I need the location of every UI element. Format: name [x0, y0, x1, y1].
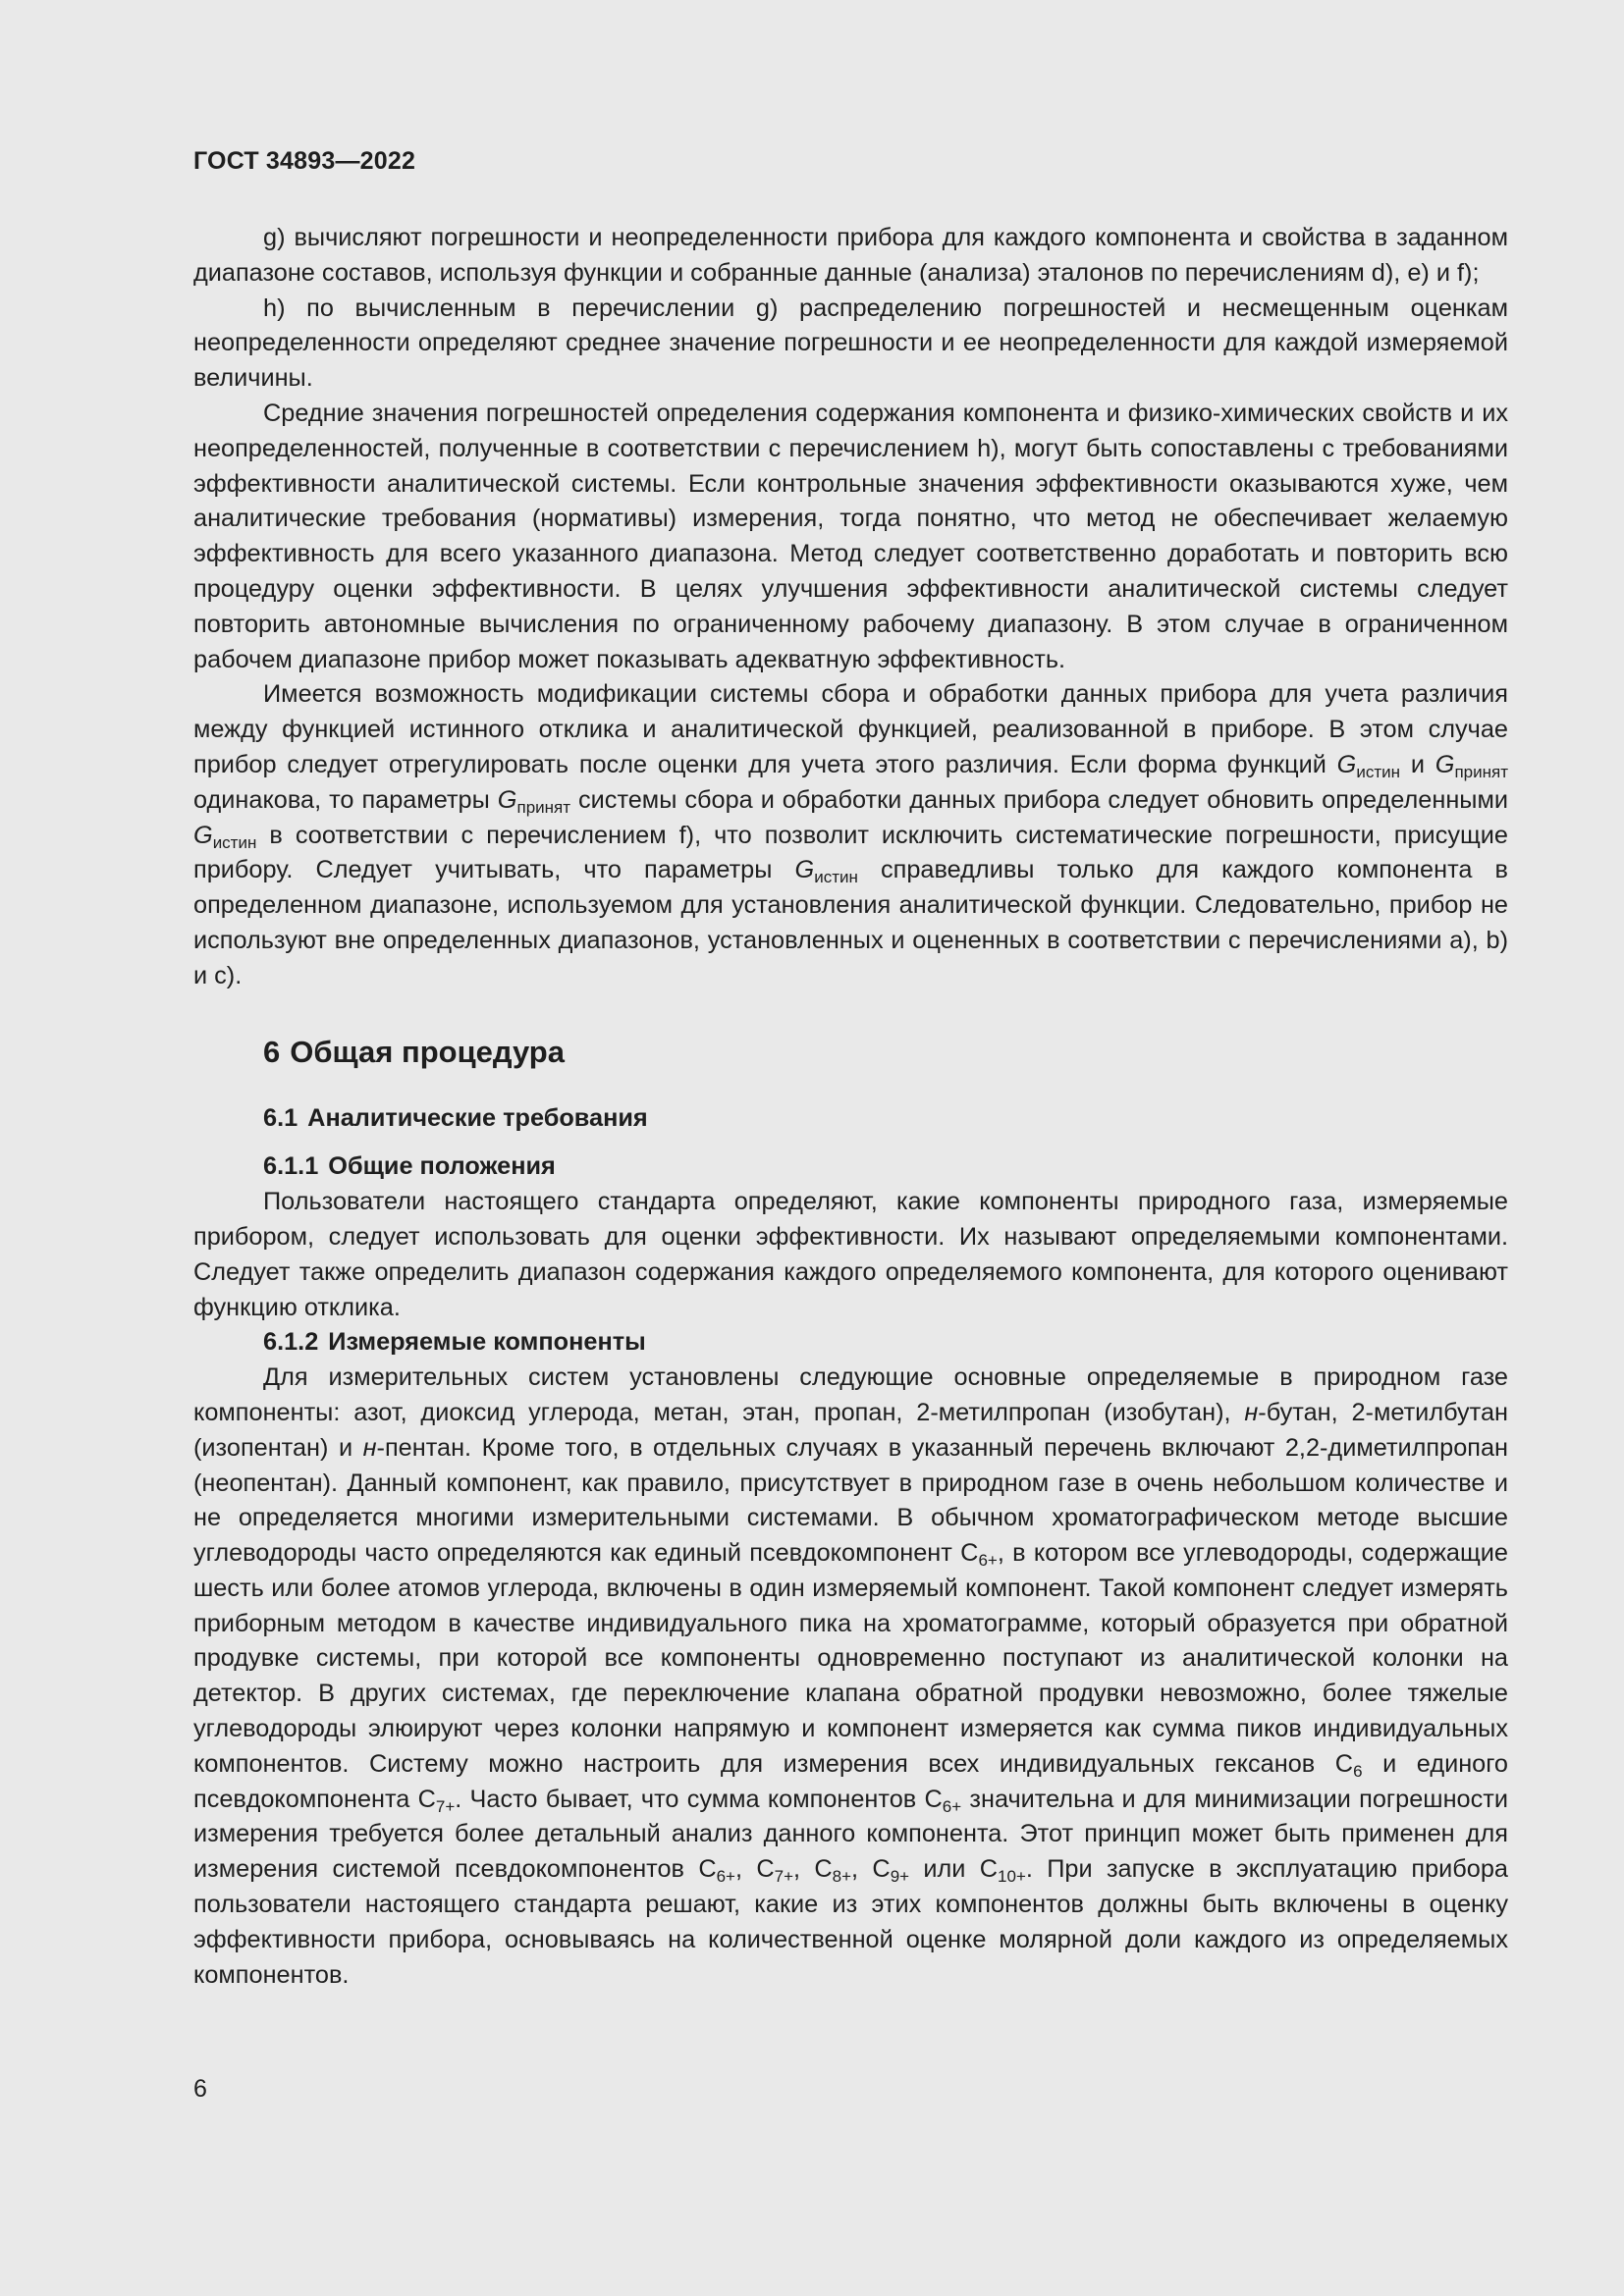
paragraph-text: справедливы только для каждого компонента в определенном диапазоне, используемом для установления аналитической функции. Следовательно, прибор не используют вне определенных диапазонов, установленных и оцененных в соответствии с перечислениями a), b) и c). [193, 856, 1508, 989]
carbon-symbol: C [924, 1785, 943, 1813]
carbon-symbol: C [417, 1785, 436, 1813]
document-header: ГОСТ 34893—2022 [193, 147, 416, 175]
symbol-g: G [1435, 750, 1455, 778]
paragraph-text: h) по вычисленным в перечислении g) распределению погрешностей и несмещенным оценкам неопределенности определяют среднее значение погрешности и ее неопределенности для каждой измеряемой величины. [193, 294, 1508, 393]
carbon-symbol: C [698, 1855, 717, 1884]
italic-n: н [1244, 1398, 1259, 1426]
page-number: 6 [193, 2075, 207, 2103]
carbon-symbol: C [979, 1855, 999, 1884]
paragraph-modification [193, 677, 1508, 993]
symbol-g: G [497, 785, 517, 814]
paragraph-text: -бутан, 2-метилбутан (изопентан) и [193, 1398, 1508, 1462]
carbon-symbol: C [872, 1855, 891, 1884]
paragraph-text: значительна и для минимизации погрешности измерения требуется более детальный анализ данного компонента. Этот принцип может быть применен для измерения системой псевдокомпонентов [193, 1785, 1508, 1884]
separator: , [851, 1855, 873, 1884]
paragraph-h [193, 292, 1508, 397]
section-6-1-1-heading [263, 1149, 1508, 1185]
section-title: Общие положения [328, 1152, 556, 1181]
separator: , [734, 1855, 757, 1884]
separator: или [909, 1855, 980, 1884]
paragraph-text: , в котором все углеводороды, содержащие шесть или более атомов углерода, включены в один измеряемый компонент. Такой компонент следует измерять приборным методом в качестве индивидуального пика на хроматограмме, который образуется при обратной продувке системы, при которой все компоненты одновременно поступают из аналитической колонки на детектор. В других системах, где переключение клапана обратной продувки невозможно, более тяжелые углеводороды элюируют через колонки напрямую и компонент измеряется как сумма пиков индивидуальных компонентов. Систему можно настроить для измерения всех индивидуальных гексанов [193, 1539, 1508, 1778]
paragraph-text: Средние значения погрешностей определения содержания компонента и физико-химических свойств и их неопределенностей, полученные в соответствии с перечислением h), могут быть сопоставлены с требованиями эффективности аналитической системы. Если контрольные значения эффективности оказываются хуже, чем аналитические требования (нормативы) измерения, тогда понятно, что метод не обеспечивает желаемую эффективность для всего указанного диапазона. Метод следует соответственно доработать и повторить всю процедуру оценки эффективности. В целях улучшения эффективности аналитической системы следует повторить автономные вычисления по ограниченному рабочему диапазону. В этом случае в ограниченном рабочем диапазоне прибор может показывать адекватную эффективность. [193, 399, 1508, 673]
paragraph-text: g) вычисляют погрешности и неопределенности прибора для каждого компонента и свойства в заданном диапазоне составов, используя функции и собранные данные (анализа) эталонов по перечислениям d), e) и f); [193, 224, 1508, 287]
paragraph-text: и единого псевдокомпонента [193, 1749, 1508, 1813]
subscript-accepted: принят [516, 797, 571, 817]
subscript: 7+ [774, 1867, 794, 1887]
section-6-1-heading [263, 1101, 1508, 1137]
section-title: Общая процедура [290, 1034, 565, 1069]
document-body [193, 221, 1508, 1993]
paragraph-mean-values [193, 397, 1508, 677]
symbol-g: G [193, 821, 213, 849]
subscript: 6+ [942, 1796, 962, 1816]
carbon-symbol: C [814, 1855, 833, 1884]
section-6-1-2-heading [263, 1325, 1508, 1361]
paragraph-text: . Часто бывает, что сумма компонентов [455, 1785, 925, 1813]
subscript: 6+ [978, 1551, 998, 1571]
subscript: 6+ [716, 1867, 735, 1887]
subscript-true: истин [814, 868, 858, 887]
paragraph-g [193, 221, 1508, 292]
subscript-accepted: принят [1454, 762, 1509, 781]
paragraph-text: . При запуске в эксплуатацию прибора пользователи настоящего стандарта решают, какие из этих компонентов должны быть включены в оценку эффективности прибора, основываясь на количественной оценке молярной доли каждого из определяемых компонентов. [193, 1855, 1508, 1989]
section-6-1-2-text [193, 1361, 1508, 1993]
subscript: 7+ [435, 1796, 456, 1816]
paragraph-text: Для измерительных систем установлены следующие основные определяемые в природном газе компоненты: азот, диоксид углерода, метан, этан, пропан, 2-метилпропан (изобутан), [193, 1363, 1508, 1426]
paragraph-text: Имеется возможность модификации системы сбора и обработки данных прибора для учета различия между функцией истинного отклика и аналитической функцией, реализованной в приборе. В этом случае прибор следует отрегулировать после оценки для учета этого различия. Если форма функций [193, 680, 1508, 778]
separator: , [793, 1855, 815, 1884]
subscript-true: истин [212, 832, 257, 852]
section-title: Измеряемые компоненты [328, 1328, 646, 1357]
section-number: 6.1.2 [263, 1328, 319, 1357]
symbol-g: G [1336, 750, 1357, 778]
subscript: 8+ [832, 1867, 852, 1887]
carbon-symbol: C [756, 1855, 775, 1884]
italic-n: н [362, 1433, 377, 1462]
subscript: 10+ [998, 1867, 1026, 1887]
paragraph-text: Пользователи настоящего стандарта определяют, какие компоненты природного газа, измеряемые прибором, следует использовать для оценки эффективности. Их называют определяемыми компонентами. Следует также определить диапазон содержания каждого определяемого компонента, для которого оценивают функцию отклика. [193, 1188, 1508, 1321]
section-number: 6.1 [263, 1103, 298, 1132]
subscript: 6 [1353, 1761, 1363, 1781]
section-number: 6.1.1 [263, 1152, 319, 1181]
carbon-symbol: C [960, 1539, 979, 1568]
subscript: 9+ [890, 1867, 910, 1887]
section-6-heading [263, 1033, 1508, 1072]
carbon-symbol: C [1334, 1749, 1354, 1778]
symbol-g: G [794, 856, 815, 884]
section-number: 6 [263, 1034, 281, 1069]
section-title: Аналитические требования [307, 1103, 648, 1132]
paragraph-text: и [1400, 750, 1435, 778]
paragraph-text: -пентан. Кроме того, в отдельных случаях в указанный перечень включают 2,2-диметилпропан (неопентан). Данный компонент, как правило, присутствует в природном газе в очень небольшом количестве и не определяется многими измерительными системами. В обычном хроматографическом методе высшие углеводороды часто определяются как единый псевдокомпонент [193, 1433, 1508, 1568]
paragraph-text: системы сбора и обработки данных прибора следует обновить определенными [570, 785, 1508, 814]
section-6-1-1-text [193, 1185, 1508, 1325]
paragraph-text: одинакова, то параметры [193, 785, 498, 814]
subscript-true: истин [1356, 762, 1401, 781]
paragraph-text: в соответствии с перечислением f), что позволит исключить систематические погрешности, присущие прибору. Следует учитывать, что параметры [193, 821, 1508, 884]
